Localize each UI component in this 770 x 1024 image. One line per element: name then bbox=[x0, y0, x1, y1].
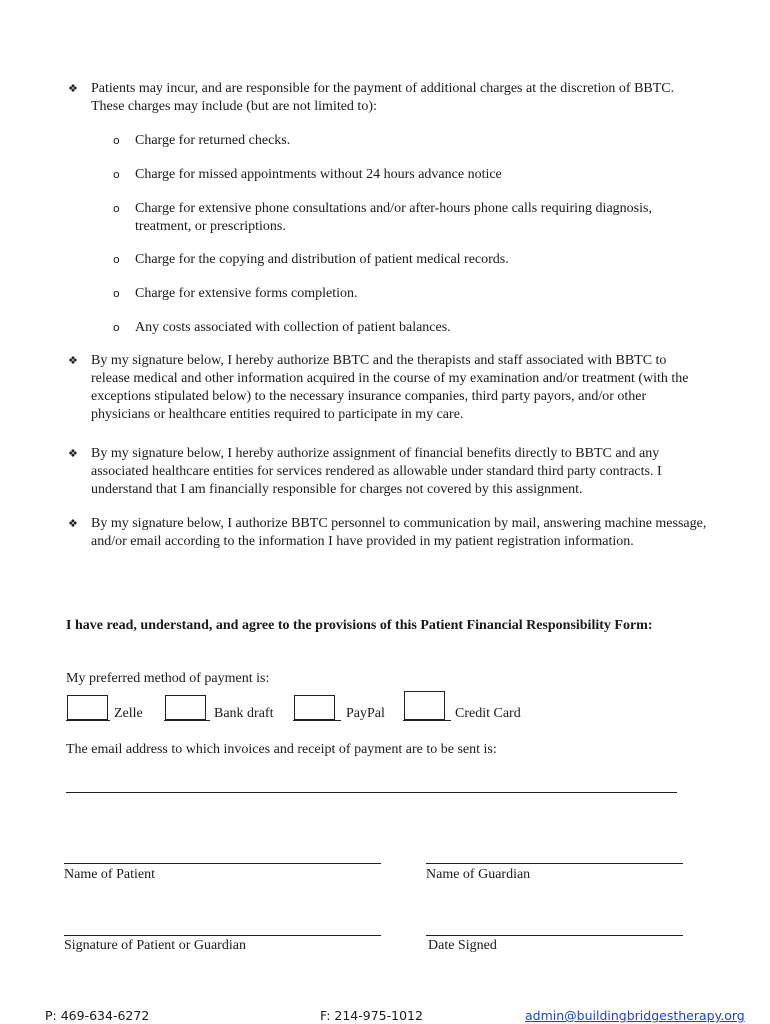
authorization-release-info bbox=[68, 352, 708, 424]
paypal-checkbox[interactable] bbox=[294, 695, 335, 720]
footer-fax: F: 214-975-1012 bbox=[320, 1008, 423, 1023]
authorization-assignment bbox=[68, 445, 708, 499]
circle-bullet-icon: o bbox=[113, 134, 120, 147]
circle-bullet-icon: o bbox=[113, 202, 120, 215]
agreement-heading: I have read, understand, and agree to the provisions of this Patient Financial Responsibility Form: bbox=[66, 618, 653, 633]
authorization-text: By my signature below, I hereby authorize assignment of financial benefits directly to BBTC and any associated healthcare entities for services rendered as allowable under standard third party contracts. I understand that I am financially responsible for charges not covered by this assignment. bbox=[91, 446, 662, 497]
authorization-text: By my signature below, I authorize BBTC personnel to communication by mail, answering machine message, and/or email according to the information I have provided in my patient registration information. bbox=[91, 516, 707, 549]
list-item bbox=[113, 285, 703, 303]
bank-draft-underline bbox=[164, 720, 210, 721]
list-item bbox=[113, 166, 703, 184]
charge-text: Charge for the copying and distribution of patient medical records. bbox=[135, 252, 509, 267]
list-item bbox=[113, 200, 703, 236]
paypal-underline bbox=[293, 720, 341, 721]
diamond-bullet-icon: ❖ bbox=[68, 517, 78, 530]
authorization-communication bbox=[68, 515, 708, 551]
zelle-underline bbox=[66, 720, 110, 721]
charge-text: Charge for missed appointments without 24 hours advance notice bbox=[135, 167, 502, 182]
charges-intro bbox=[68, 80, 708, 116]
name-of-patient-label: Name of Patient bbox=[64, 867, 155, 882]
bank-draft-checkbox[interactable] bbox=[165, 695, 206, 720]
charges-intro-text: Patients may incur, and are responsible for the payment of additional charges at the discretion of BBTC. These charges may include (but are not limited to): bbox=[91, 81, 675, 114]
charge-text: Charge for extensive forms completion. bbox=[135, 286, 358, 301]
credit-card-underline bbox=[403, 720, 451, 721]
name-of-guardian-label: Name of Guardian bbox=[426, 867, 531, 882]
name-of-guardian-line[interactable] bbox=[426, 863, 683, 864]
zelle-label: Zelle bbox=[114, 706, 143, 721]
date-signed-line[interactable] bbox=[426, 935, 683, 936]
signature-label: Signature of Patient or Guardian bbox=[64, 938, 246, 953]
zelle-checkbox[interactable] bbox=[67, 695, 108, 720]
credit-card-label: Credit Card bbox=[455, 706, 521, 721]
diamond-bullet-icon: ❖ bbox=[68, 354, 78, 367]
signature-line[interactable] bbox=[64, 935, 381, 936]
date-signed-label: Date Signed bbox=[428, 938, 497, 953]
charge-text: Charge for extensive phone consultations and/or after-hours phone calls requiring diagnosis, treatment, or prescriptions. bbox=[135, 201, 652, 234]
bank-draft-label: Bank draft bbox=[214, 706, 274, 721]
payment-prompt: My preferred method of payment is: bbox=[66, 671, 270, 686]
circle-bullet-icon: o bbox=[113, 321, 120, 334]
email-prompt: The email address to which invoices and receipt of payment are to be sent is: bbox=[66, 742, 497, 757]
circle-bullet-icon: o bbox=[113, 253, 120, 266]
charge-text: Any costs associated with collection of patient balances. bbox=[135, 320, 451, 335]
charge-text: Charge for returned checks. bbox=[135, 133, 291, 148]
email-address-line[interactable] bbox=[66, 792, 677, 793]
list-item bbox=[113, 251, 703, 269]
diamond-bullet-icon: ❖ bbox=[68, 82, 78, 95]
list-item bbox=[113, 132, 703, 150]
list-item bbox=[113, 319, 703, 337]
footer-email-link[interactable]: admin@buildingbridgestherapy.org bbox=[525, 1008, 745, 1023]
circle-bullet-icon: o bbox=[113, 168, 120, 181]
credit-card-checkbox[interactable] bbox=[404, 691, 445, 720]
diamond-bullet-icon: ❖ bbox=[68, 447, 78, 460]
authorization-text: By my signature below, I hereby authorize BBTC and the therapists and staff associated with BBTC to release medical and other information acquired in the course of my examination and/or treatment (with the exceptions stipulated below) to the necessary insurance companies, third party payors, and/or other physicians or healthcare entities required to participate in my care. bbox=[91, 353, 689, 422]
circle-bullet-icon: o bbox=[113, 287, 120, 300]
footer-phone: P: 469-634-6272 bbox=[45, 1008, 150, 1023]
name-of-patient-line[interactable] bbox=[64, 863, 381, 864]
paypal-label: PayPal bbox=[346, 706, 385, 721]
